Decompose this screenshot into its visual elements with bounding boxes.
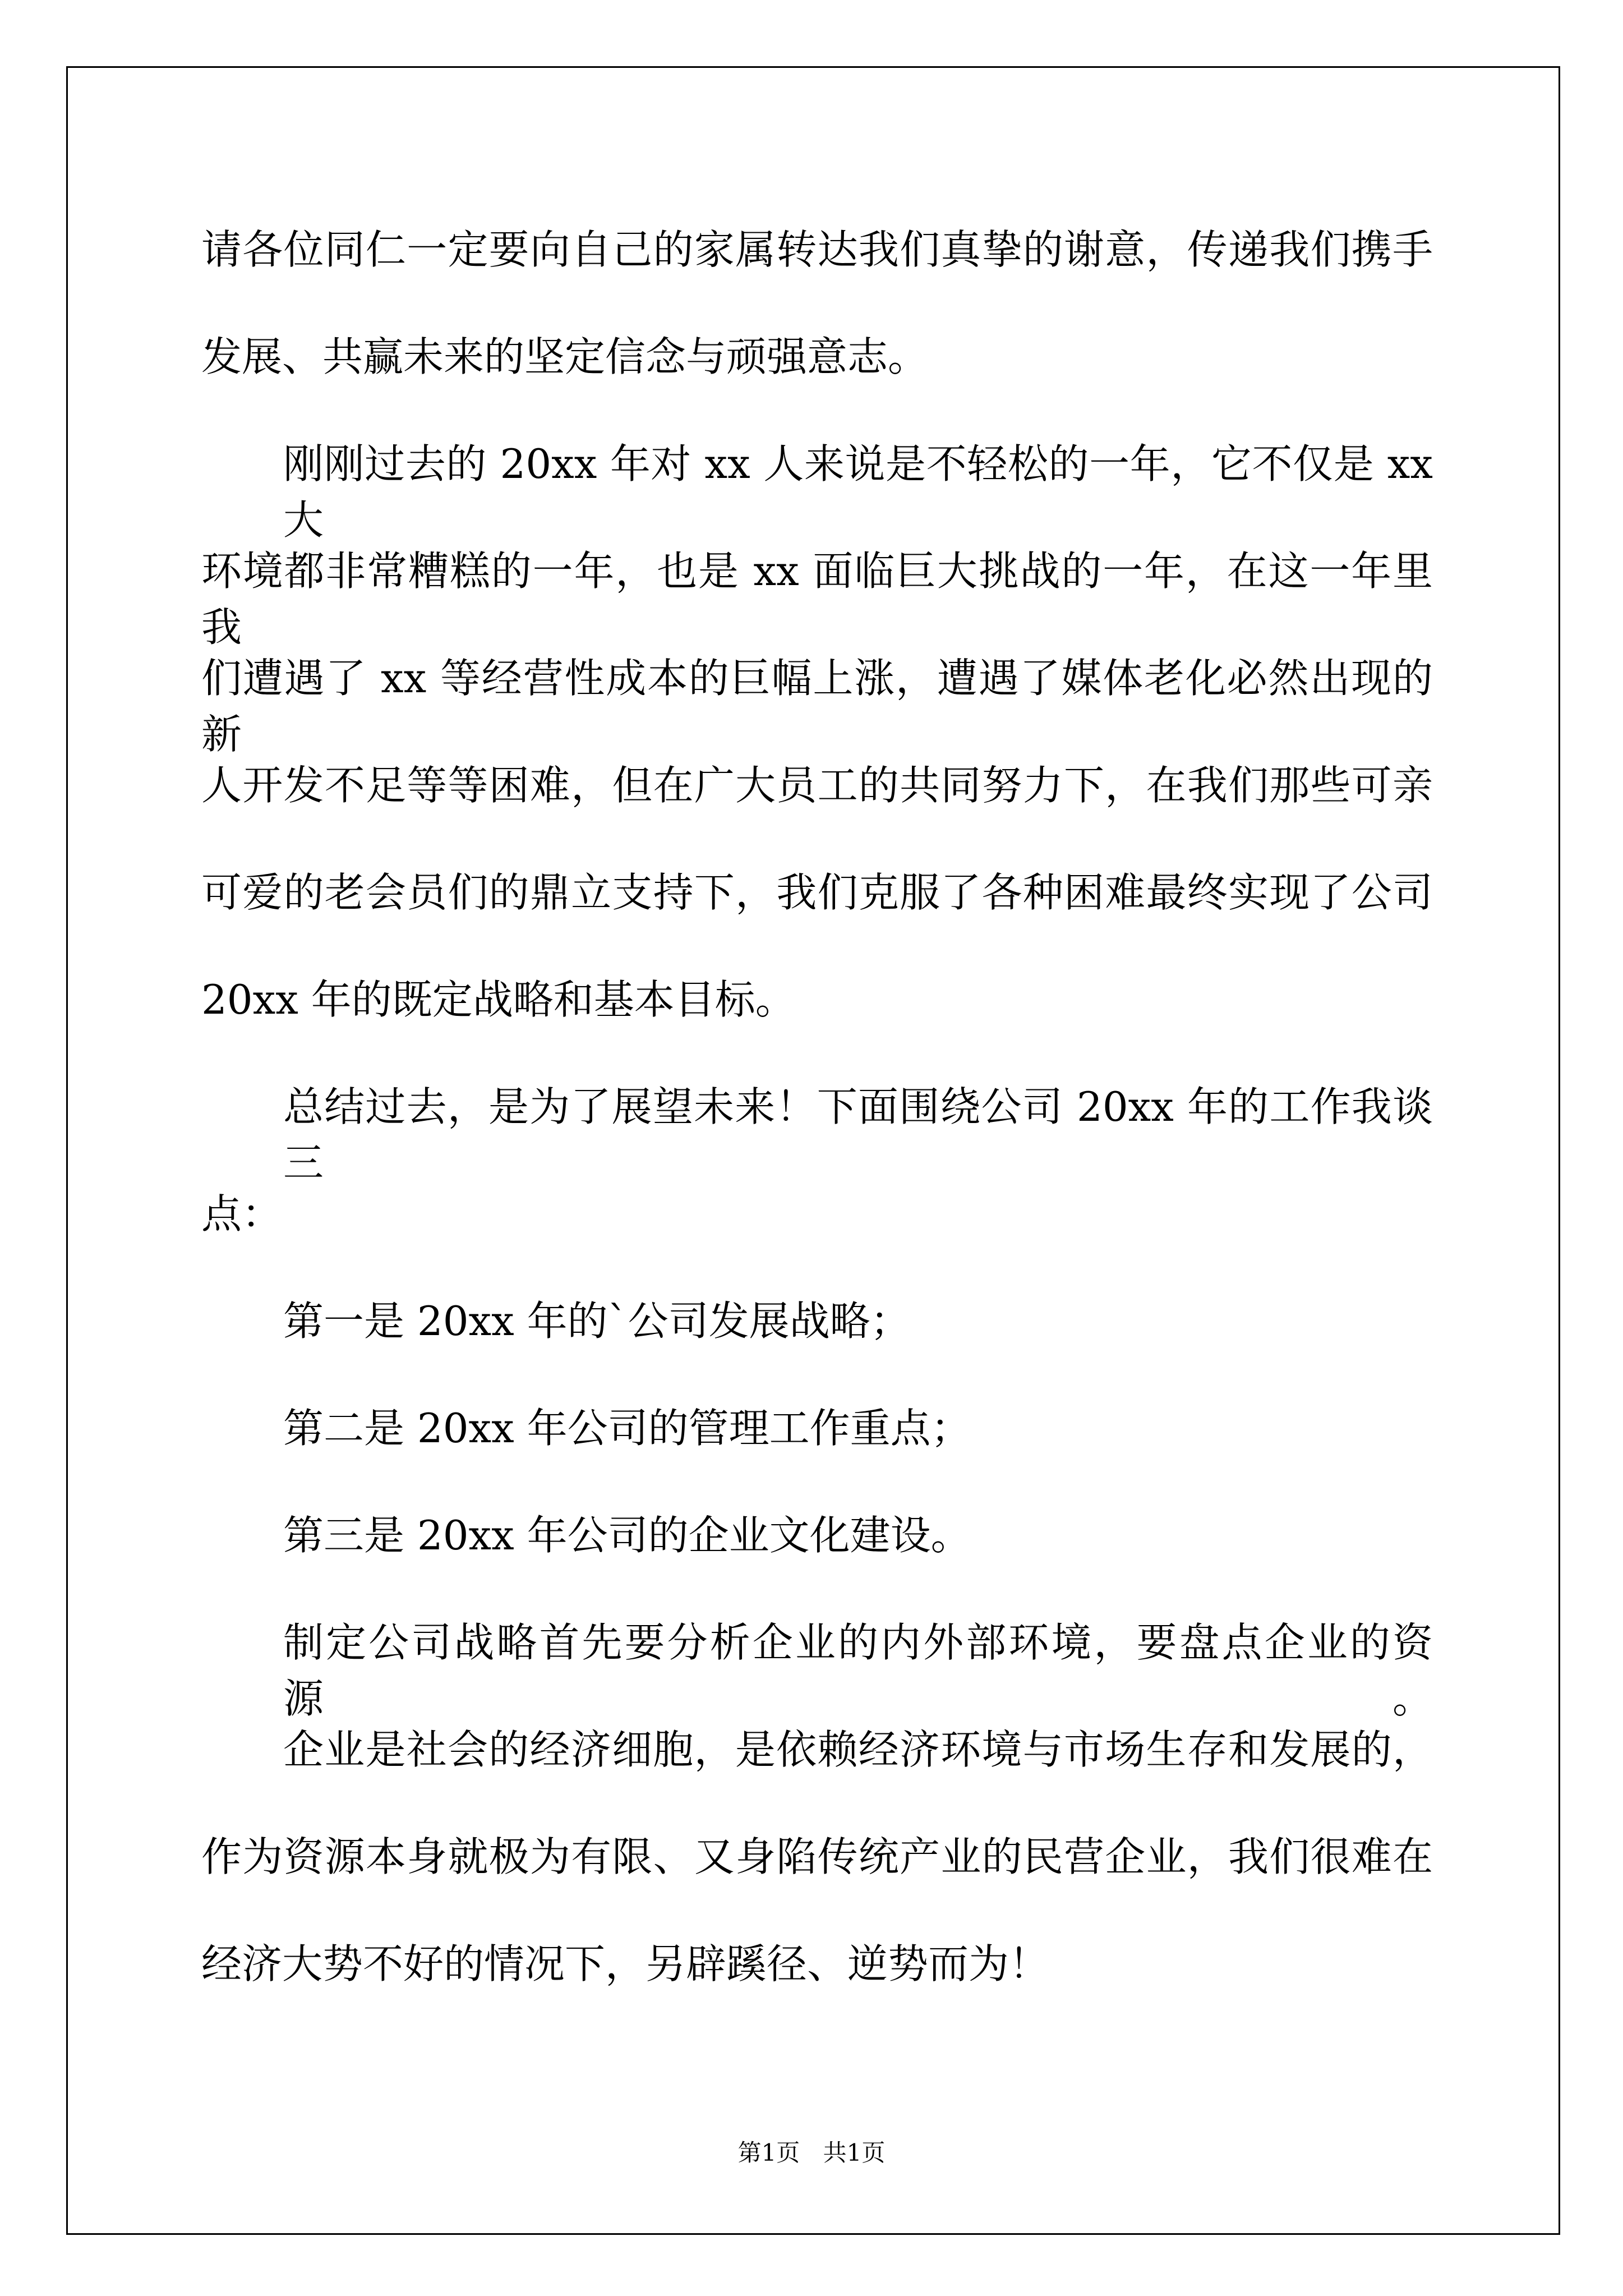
text-line: 经济大势不好的情况下，另辟蹊径、逆势而为！ — [201, 1940, 1050, 1987]
text-line: 第三是 20xx 年公司的企业文化建设。 — [283, 1512, 971, 1559]
text-line: 可爱的老会员们的鼎立支持下，我们克服了各种困难最终实现了公司 — [201, 869, 1433, 916]
text-line: 发展、共赢未来的坚定信念与顽强意志。 — [201, 333, 929, 380]
text-line: 20xx 年的既定战略和基本目标。 — [201, 976, 796, 1023]
text-line: 制定公司战略首先要分析企业的内外部环境，要盘点企业的资源。 — [283, 1619, 1433, 1722]
page-number: 第1页 — [737, 2139, 800, 2166]
text-line: 点： — [201, 1190, 283, 1237]
text-line: 请各位同仁一定要向自己的家属转达我们真挚的谢意，传递我们携手 — [201, 226, 1433, 273]
page-total: 共1页 — [823, 2139, 886, 2166]
text-line: 第一是 20xx 年的`公司发展战略； — [283, 1297, 911, 1345]
text-line: 作为资源本身就极为有限、又身陷传统产业的民营企业，我们很难在 — [201, 1833, 1433, 1880]
text-line: 人开发不足等等困难，但在广大员工的共同努力下，在我们那些可亲 — [201, 762, 1433, 809]
text-line: 总结过去，是为了展望未来！下面围绕公司 20xx 年的工作我谈三 — [283, 1083, 1433, 1186]
document-body — [201, 222, 1433, 2043]
text-line: 企业是社会的经济细胞，是依赖经济环境与市场生存和发展的， — [283, 1726, 1433, 1773]
text-line: 们遭遇了 xx 等经营性成本的巨幅上涨，遭遇了媒体老化必然出现的新 — [201, 655, 1433, 758]
page-footer — [0, 2134, 1623, 2168]
text-line: 环境都非常糟糕的一年，也是 xx 面临巨大挑战的一年，在这一年里我 — [201, 547, 1433, 651]
text-line: 刚刚过去的 20xx 年对 xx 人来说是不轻松的一年，它不仅是 xx 大 — [283, 440, 1433, 544]
text-line: 第二是 20xx 年公司的管理工作重点； — [283, 1405, 971, 1452]
